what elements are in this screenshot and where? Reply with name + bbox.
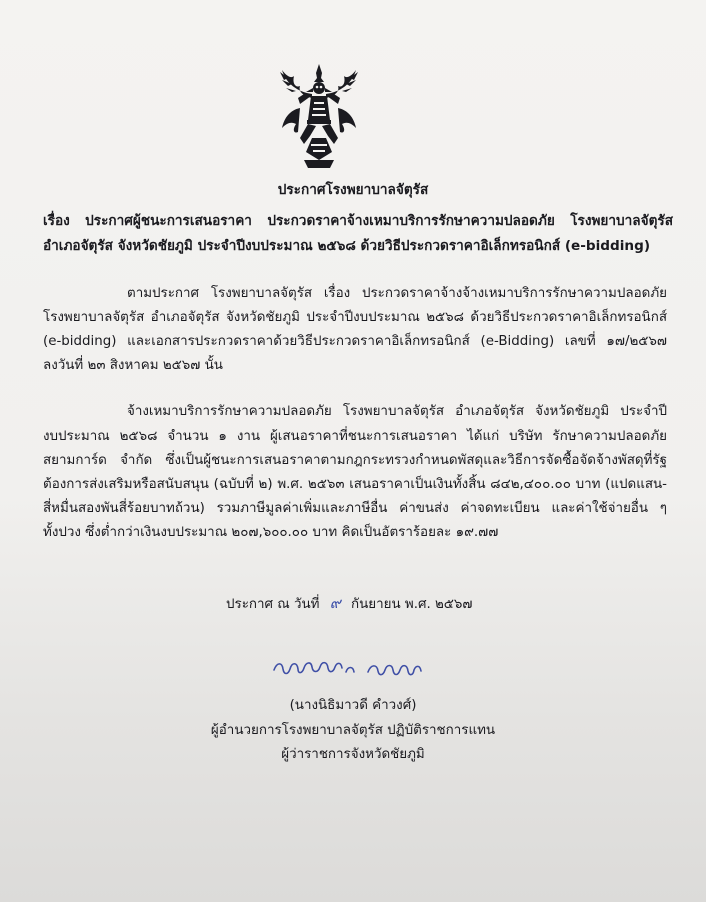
paragraph2-line-3: สยามการ์ด จำกัด ซึ่งเป็นผู้ชนะการเสนอราคาตามกฎกระทรวงกำหนดพัสดุและวิธีการจัดซื้อจัดจ้างพัสดุที่รัฐ — [43, 453, 667, 468]
announce-date — [226, 594, 473, 614]
handwritten-signature — [270, 654, 450, 680]
paragraph1-line-4: ลงวันที่ ๒๓ สิงหาคม ๒๕๖๗ นั้น — [43, 358, 223, 373]
paragraph2-line-5: สี่หมื่นสองพันสี่ร้อยบาทถ้วน) รวมภาษีมูลค่าเพิ่มและภาษีอื่น ค่าขนส่ง ค่าจดทะเบียน และค่าใช้จ่ายอื่น ๆ — [43, 501, 667, 516]
announce-day-handwritten: ๙ — [329, 594, 341, 612]
signer-position-1: ผู้อำนวยการโรงพยาบาลจัตุรัส ปฏิบัติราชการแทน — [210, 723, 496, 738]
subject-line-2: อำเภอจัตุรัส จังหวัดชัยภูมิ ประจำปีงบประมาณ ๒๕๖๘ ด้วยวิธีประกวดราคาอิเล็กทรอนิกส์ (e-bidding) — [43, 238, 651, 254]
paragraph1-line-2: โรงพยาบาลจัตุรัส อำเภอจัตุรัส จังหวัดชัยภูมิ ประจำปีงบประมาณ ๒๕๖๘ ด้วยวิธีประกวดราคาอิเล็กทรอนิกส์ — [43, 310, 667, 325]
paragraph2-line-4: ต้องการส่งเสริมหรือสนับสนุน (ฉบับที่ ๒) พ.ศ. ๒๕๖๓ เสนอราคาเป็นเงินทั้งสิ้น ๘๔๒,๔๐๐.๐๐ บาท (แปดแสน- — [43, 477, 667, 492]
paragraph2-line-6: ทั้งปวง ซึ่งต่ำกว่าเงินงบประมาณ ๒๐๗,๖๐๐.๐๐ บาท คิดเป็นอัตราร้อยละ ๑๙.๗๗ — [43, 525, 499, 540]
announce-suffix: กันยายน พ.ศ. ๒๕๖๗ — [350, 597, 473, 612]
paragraph2-line-2: งบประมาณ ๒๕๖๘ จำนวน ๑ งาน ผู้เสนอราคาที่ชนะการเสนอราคา ได้แก่ บริษัท รักษาความปลอดภัย — [43, 429, 667, 444]
signer-position-2: ผู้ว่าราชการจังหวัดชัยภูมิ — [281, 747, 425, 762]
paragraph1-line-3: (e-bidding) และเอกสารประกวดราคาด้วยวิธีประกวดราคาอิเล็กทรอนิกส์ (e-Bidding) เลขที่ ๑๗/๒๕๖๗ — [43, 334, 667, 349]
signer-name: (นางนิธิมาวดี คำวงศ์) — [289, 698, 417, 713]
paragraph1-line-1: ตามประกาศ โรงพยาบาลจัตุรัส เรื่อง ประกวดราคาจ้างจ้างเหมาบริการรักษาความปลอดภัย — [127, 286, 667, 301]
announce-prefix: ประกาศ ณ วันที่ — [226, 597, 320, 612]
paragraph2-line-1: จ้างเหมาบริการรักษาความปลอดภัย โรงพยาบาลจัตุรัส อำเภอจัตุรัส จังหวัดชัยภูมิ ประจำปี — [127, 404, 667, 419]
page-title: ประกาศโรงพยาบาลจัตุรัส — [277, 182, 429, 198]
subject-line-1: เรื่อง ประกาศผู้ชนะการเสนอราคา ประกวดราคาจ้างเหมาบริการรักษาความปลอดภัย โรงพยาบาลจัตุรัส — [43, 213, 673, 229]
garuda-emblem-icon — [278, 64, 360, 168]
